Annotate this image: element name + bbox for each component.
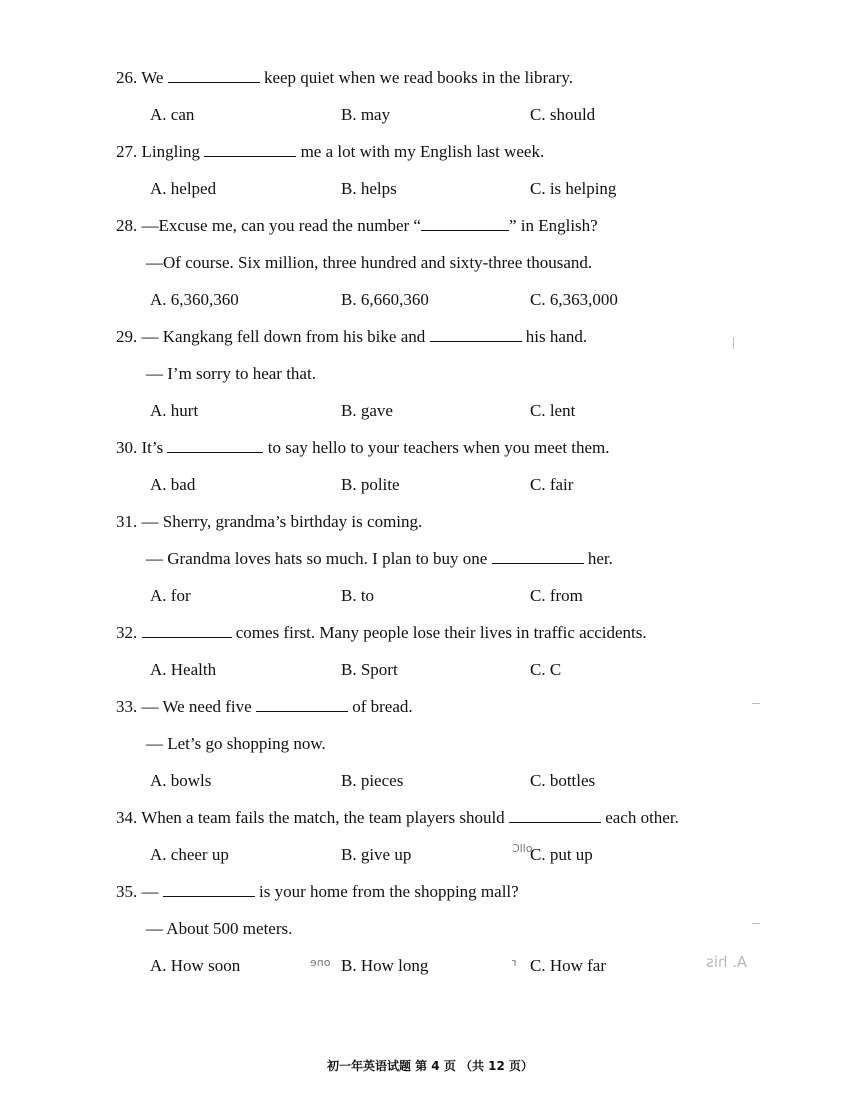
stem-text: comes first. Many people lose their lives in traffic accidents. [231, 623, 647, 642]
question-stem [116, 68, 573, 88]
question-stem [116, 142, 544, 162]
answer-blank[interactable] [163, 882, 255, 897]
option-b: B. may [341, 105, 391, 124]
option-a: A. helped [150, 179, 217, 198]
option-b: B. helps [341, 179, 397, 198]
option-c: C. from [530, 586, 583, 605]
bleed-through-q35b: one [310, 956, 331, 969]
stem-text: is your home from the shopping mall? [254, 882, 519, 901]
bleed-through-text-q34 [512, 842, 533, 855]
question-stem [116, 438, 610, 458]
option-a: A. Health [150, 660, 217, 679]
option-b: B. polite [341, 475, 400, 494]
bleed-through-q34: ollC [512, 842, 533, 855]
bleed-through-mirror: A. his [706, 953, 748, 971]
answer-blank[interactable] [204, 142, 296, 157]
stem-text: —Of course. Six million, three hundred and sixty-three thousand. [146, 253, 593, 272]
option-b: B. to [341, 586, 375, 605]
stem-text: — About 500 meters. [146, 919, 293, 938]
option-c: C. bottles [530, 771, 596, 790]
bleed-through-q35c: r [512, 956, 517, 969]
option-c: C. 6,363,000 [530, 290, 618, 309]
stem-text: 32. [116, 623, 142, 642]
stem-text: ” in English? [508, 216, 598, 235]
stem-text: 33. — We need five [116, 697, 256, 716]
stem-text: 29. — Kangkang fell down from his bike and [116, 327, 430, 346]
margin-mark [733, 337, 734, 349]
option-a: A. can [150, 105, 195, 124]
answer-blank[interactable] [256, 697, 348, 712]
option-c: C. is helping [530, 179, 617, 198]
answer-blank[interactable] [509, 808, 601, 823]
stem-text: 35. — [116, 882, 163, 901]
stem-text: 31. — Sherry, grandma’s birthday is coming. [116, 512, 423, 531]
stem-text: keep quiet when we read books in the library. [259, 68, 573, 87]
option-b: B. gave [341, 401, 393, 420]
margin-mark [752, 703, 760, 704]
option-c: C. lent [530, 401, 576, 420]
option-b: B. How long [341, 956, 429, 975]
stem-text: each other. [600, 808, 679, 827]
stem-text: to say hello to your teachers when you meet them. [263, 438, 610, 457]
option-a: A. bad [150, 475, 196, 494]
question-dialogue-line [146, 549, 613, 569]
question-stem [116, 882, 519, 902]
margin-mark [752, 923, 760, 924]
bleed-through-text [706, 953, 747, 971]
answer-blank[interactable] [421, 216, 509, 231]
stem-text: — Grandma loves hats so much. I plan to buy one [146, 549, 492, 568]
option-c: C. C [530, 660, 562, 679]
option-a: A. 6,360,360 [150, 290, 239, 309]
stem-text: 34. When a team fails the match, the team players should [116, 808, 509, 827]
question-stem [116, 697, 413, 717]
question-dialogue-line [146, 919, 292, 939]
option-c: C. fair [530, 475, 574, 494]
answer-blank[interactable] [168, 68, 260, 83]
stem-text: 30. It’s [116, 438, 168, 457]
stem-text: — I’m sorry to hear that. [146, 364, 316, 383]
bleed-through-text-q35c [512, 956, 517, 969]
question-stem [116, 623, 647, 643]
page-footer: 初一年英语试题 第 4 页 （共 12 页） [326, 1059, 534, 1073]
option-c: C. should [530, 105, 596, 124]
option-a: A. hurt [150, 401, 199, 420]
option-c: C. How far [530, 956, 607, 975]
stem-text: 27. Lingling [116, 142, 205, 161]
option-b: B. Sport [341, 660, 398, 679]
question-stem [116, 216, 598, 236]
stem-text: me a lot with my English last week. [296, 142, 545, 161]
stem-text: her. [583, 549, 613, 568]
stem-text: — Let’s go shopping now. [146, 734, 326, 753]
question-dialogue-line [146, 364, 316, 384]
question-dialogue-line [146, 253, 592, 273]
option-b: B. 6,660,360 [341, 290, 429, 309]
answer-blank[interactable] [492, 549, 584, 564]
option-c: C. put up [530, 845, 593, 864]
option-a: A. for [150, 586, 191, 605]
question-dialogue-line [146, 734, 326, 754]
stem-text: of bread. [347, 697, 413, 716]
bleed-through-text-q35b [310, 956, 330, 969]
answer-blank[interactable] [167, 438, 263, 453]
option-a: A. How soon [150, 956, 241, 975]
option-b: B. give up [341, 845, 412, 864]
stem-text: 26. We [116, 68, 168, 87]
question-stem [116, 808, 679, 828]
stem-text: 28. —Excuse me, can you read the number “ [116, 216, 421, 235]
question-stem [116, 512, 422, 532]
option-b: B. pieces [341, 771, 404, 790]
question-stem [116, 327, 587, 347]
option-a: A. cheer up [150, 845, 229, 864]
option-a: A. bowls [150, 771, 212, 790]
answer-blank[interactable] [142, 623, 232, 638]
answer-blank[interactable] [430, 327, 522, 342]
stem-text: his hand. [521, 327, 588, 346]
